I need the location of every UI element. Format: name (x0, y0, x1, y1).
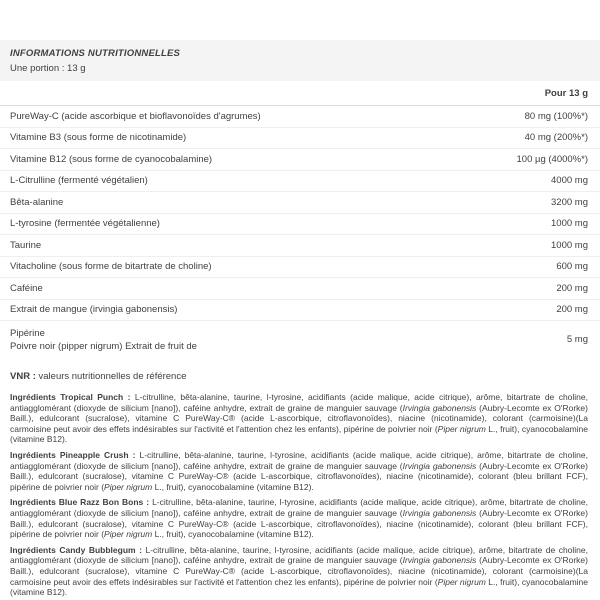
nutrient-value: 200 mg (556, 304, 588, 316)
nutrient-row (0, 257, 600, 279)
ingredients-paragraph-pineapple-crush: Ingrédients Pineapple Crush : L-citrulline, bêta-alanine, taurine, l-tyrosine, acidifiants (acide malique, acide citrique), arôme, bitartrate de choline, antiagglomérant (dioxyde de silicium [nano]), caféine anhydre, extrait de graine de manguier sauvage (Irvingia gabonensis (Aubry-Lecomte ex O'Rorke) Baill.), edulcorant (sucralose), vitamine C PureWay-C® (acide L-ascorbique, citroflavonoïdes), niacine (nicotinamide), colorant (bleu brillant FCF), pipérine de poivrier noir (Piper nigrum L., fruit), cyanocobalamine (vitamine B12). (10, 449, 588, 492)
nutrient-value: 1000 mg (551, 218, 588, 230)
nutrient-label: Bêta-alanine (10, 196, 64, 208)
nutrient-label: Poivre noir (pipper nigrum) Extrait de fruit de (10, 340, 197, 352)
ingredients-paragraph-blue-razz-bon-bons: Ingrédients Blue Razz Bon Bons : L-citrulline, bêta-alanine, taurine, l-tyrosine, acidifiants (acide malique, acide citrique), arôme, bitartrate de choline, antiagglomérant (dioxyde de silicium [nano]), caféine anhydre, extrait de graine de manguier sauvage (Irvingia gabonensis (Aubry-Lecomte ex O'Rorke) Baill.), edulcorant (sucralose), vitamine C PureWay-C® (acide L-ascorbique, citroflavonoïdes), niacine (nicotinamide), colorant (bleu brillant FCF), pipérine de poivrier noir (Piper nigrum L., fruit), cyanocobalamine (vitamine B12). (10, 497, 588, 540)
nutrient-row (0, 278, 600, 300)
nutrient-value: 4000 mg (551, 175, 588, 187)
nutrient-value: 3200 mg (551, 196, 588, 208)
amount-column-header: Pour 13 g (0, 81, 600, 106)
nutrient-value: 200 mg (556, 282, 588, 294)
ingredients-paragraph-candy-bubblegum: Ingrédients Candy Bubblegum : L-citrulline, bêta-alanine, taurine, l-tyrosine, acidifiants (acide malique, acide citrique), arôme, bitartrate de choline, antiagglomérant (dioxyde de silicium [nano]), caféine anhydre, extrait de graine de manguier sauvage (Irvingia gabonensis (Aubry-Lecomte ex O'Rorke) Baill.), edulcorant (sucralose), vitamine C PureWay-C® (acide L-ascorbique, citroflavonoïdes), niacine (nicotinamide), colorant (carmoisine)(La carmoisine peut avoir des effets indésirables sur l'activité et l'attention chez les enfants), pipérine de poivrier noir (Piper nigrum L., fruit), cyanocobalamine (vitamine B12). (10, 544, 588, 598)
nutrient-row (0, 192, 600, 214)
nutrient-label: Vitamine B12 (sous forme de cyanocobalamine) (10, 153, 213, 165)
nutrient-value: 80 mg (100%*) (524, 110, 588, 122)
nutrient-value: 100 µg (4000%*) (516, 153, 588, 165)
portion-size: Une portion : 13 g (10, 63, 86, 74)
nutrition-title: INFORMATIONS NUTRITIONNELLES (10, 48, 181, 59)
nutrient-label: L-tyrosine (fermentée végétalienne) (10, 218, 160, 230)
nutrient-label: Taurine (10, 239, 42, 251)
nutrient-value: 5 mg (566, 334, 588, 345)
vnr-footnote: VNR : valeurs nutritionnelles de référence (10, 371, 187, 382)
nutrient-value: 600 mg (556, 261, 588, 273)
ingredients-section (10, 392, 588, 598)
nutrient-row (0, 300, 600, 322)
nutrient-row (0, 106, 600, 128)
nutrient-label: Extrait de mangue (irvingia gabonensis) (10, 304, 178, 316)
nutrient-row (0, 321, 600, 358)
nutrient-row (0, 128, 600, 150)
nutrient-row (0, 214, 600, 236)
nutrient-label: Pipérine (10, 327, 45, 339)
nutrient-label: Vitacholine (sous forme de bitartrate de choline) (10, 261, 212, 273)
nutrient-label: Vitamine B3 (sous forme de nicotinamide) (10, 132, 187, 144)
nutrient-row (0, 149, 600, 171)
nutrient-label: Caféine (10, 282, 43, 294)
nutrient-label: L-Citrulline (fermenté végétalien) (10, 175, 148, 187)
nutrient-label-group (10, 328, 197, 352)
nutrient-value: 40 mg (200%*) (524, 132, 588, 144)
nutrient-table (0, 106, 600, 358)
nutrient-label: PureWay-C (acide ascorbique et bioflavonoïdes d'agrumes) (10, 110, 261, 122)
ingredients-paragraph-tropical-punch: Ingrédients Tropical Punch : L-citrulline, bêta-alanine, taurine, l-tyrosine, acidifiants (acide malique, acide citrique), arôme, bitartrate de choline, antiagglomérant (dioxyde de silicium [nano]), caféine anhydre, extrait de graine de manguier sauvage (Irvingia gabonensis (Aubry-Lecomte ex O'Rorke) Baill.), edulcorant (sucralose), vitamine C PureWay-C® (acide L-ascorbique, citroflavonoïdes), niacine (nicotinamide), colorant (carmoisine)(La carmoisine peut avoir des effets indésirables sur l'activité et l'attention chez les enfants), pipérine de poivrier noir (Piper nigrum L., fruit), cyanocobalamine (vitamine B12). (10, 392, 588, 445)
nutrient-row (0, 235, 600, 257)
nutrient-row (0, 171, 600, 193)
nutrient-value: 1000 mg (551, 239, 588, 251)
nutrition-header (0, 40, 600, 81)
